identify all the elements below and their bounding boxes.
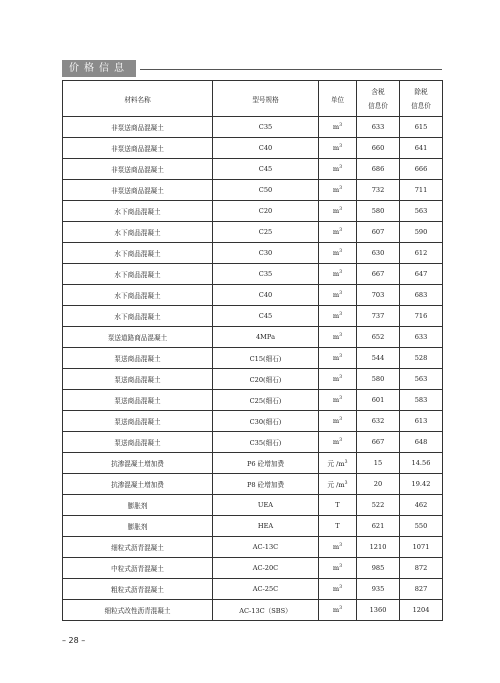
cell-unit [319, 264, 357, 285]
unit-exponent: 3 [339, 270, 343, 275]
table-row [63, 327, 443, 348]
cell-excl-tax: 716 [400, 306, 443, 327]
cell-incl-tax: 15 [357, 453, 400, 474]
col-header-excl-tax-line2: 信息价 [411, 101, 431, 110]
unit-base: m [332, 228, 340, 236]
table-row [63, 495, 443, 516]
cell-name: 泵送道路商品混凝土 [63, 327, 213, 348]
cell-name: 非泵送商品混凝土 [63, 159, 213, 180]
cell-unit [319, 558, 357, 579]
cell-excl-tax: 613 [400, 411, 443, 432]
cell-excl-tax: 647 [400, 264, 443, 285]
cell-incl-tax: 633 [357, 117, 400, 138]
cell-excl-tax: 563 [400, 201, 443, 222]
cell-incl-tax: 1360 [357, 600, 400, 621]
cell-unit [319, 369, 357, 390]
unit-base: m [332, 354, 340, 362]
cell-excl-tax: 648 [400, 432, 443, 453]
cell-spec: 4MPa [213, 327, 319, 348]
unit-exponent: 3 [339, 396, 343, 401]
cell-name: 细粒式沥青混凝土 [63, 537, 213, 558]
cell-incl-tax: 621 [357, 516, 400, 537]
cell-spec: C45 [213, 306, 319, 327]
table-row [63, 390, 443, 411]
cell-name: 水下商品混凝土 [63, 306, 213, 327]
cell-unit [319, 411, 357, 432]
table-row [63, 600, 443, 621]
cell-excl-tax: 1204 [400, 600, 443, 621]
header-rule [140, 69, 442, 70]
unit-exponent: 3 [339, 606, 343, 611]
cell-name: 粗粒式沥青混凝土 [63, 579, 213, 600]
unit-exponent: 3 [339, 354, 343, 359]
cell-unit [319, 117, 357, 138]
unit-base: m [332, 291, 340, 299]
cell-name: 膨胀剂 [63, 495, 213, 516]
cell-name: 泵送商品混凝土 [63, 348, 213, 369]
cell-incl-tax: 985 [357, 558, 400, 579]
col-header-name: 材料名称 [63, 81, 213, 117]
cell-incl-tax: 632 [357, 411, 400, 432]
cell-name: 水下商品混凝土 [63, 243, 213, 264]
cell-incl-tax: 607 [357, 222, 400, 243]
cell-spec: C20 [213, 201, 319, 222]
unit-exponent: 3 [339, 375, 343, 380]
table-row [63, 453, 443, 474]
col-header-unit: 单位 [319, 81, 357, 117]
cell-name: 中粒式沥青混凝土 [63, 558, 213, 579]
cell-incl-tax: 630 [357, 243, 400, 264]
cell-spec: C20(细石) [213, 369, 319, 390]
unit-exponent: 3 [339, 333, 343, 338]
unit-base: m [332, 186, 340, 194]
cell-unit [319, 138, 357, 159]
cell-excl-tax: 1071 [400, 537, 443, 558]
cell-unit [319, 243, 357, 264]
cell-incl-tax: 652 [357, 327, 400, 348]
unit-exponent: 3 [339, 438, 343, 443]
cell-unit [319, 222, 357, 243]
cell-excl-tax: 14.56 [400, 453, 443, 474]
cell-incl-tax: 667 [357, 432, 400, 453]
unit-exponent: 3 [339, 123, 343, 128]
cell-name: 泵送商品混凝土 [63, 411, 213, 432]
cell-incl-tax: 737 [357, 306, 400, 327]
cell-unit [319, 432, 357, 453]
col-header-incl-tax [357, 81, 400, 117]
cell-excl-tax: 563 [400, 369, 443, 390]
unit-exponent: 3 [339, 585, 343, 590]
cell-name: 膨胀剂 [63, 516, 213, 537]
cell-name: 水下商品混凝土 [63, 264, 213, 285]
cell-name: 水下商品混凝土 [63, 222, 213, 243]
cell-unit [319, 201, 357, 222]
cell-incl-tax: 667 [357, 264, 400, 285]
cell-excl-tax: 19.42 [400, 474, 443, 495]
cell-unit [319, 474, 357, 495]
cell-excl-tax: 827 [400, 579, 443, 600]
unit-base: m [332, 417, 340, 425]
cell-incl-tax: 686 [357, 159, 400, 180]
cell-excl-tax: 711 [400, 180, 443, 201]
cell-spec: AC-25C [213, 579, 319, 600]
cell-unit [319, 159, 357, 180]
cell-name: 抗渗混凝土增加费 [63, 453, 213, 474]
table-row [63, 432, 443, 453]
cell-excl-tax: 872 [400, 558, 443, 579]
col-header-incl-tax-line2: 信息价 [368, 101, 388, 110]
cell-excl-tax: 641 [400, 138, 443, 159]
cell-incl-tax: 660 [357, 138, 400, 159]
unit-exponent: 3 [344, 481, 348, 486]
table-row [63, 411, 443, 432]
cell-unit [319, 600, 357, 621]
unit-exponent: 3 [339, 564, 343, 569]
cell-unit [319, 579, 357, 600]
table-row [63, 138, 443, 159]
cell-spec: AC-13C [213, 537, 319, 558]
cell-name: 抗渗混凝土增加费 [63, 474, 213, 495]
cell-unit [319, 390, 357, 411]
unit-exponent: 3 [339, 144, 343, 149]
unit-exponent: 3 [339, 291, 343, 296]
table-row [63, 579, 443, 600]
unit-base: m [332, 249, 340, 257]
unit-base: m [332, 375, 340, 383]
table-row [63, 117, 443, 138]
unit-exponent: 3 [339, 186, 343, 191]
cell-unit [319, 285, 357, 306]
cell-incl-tax: 935 [357, 579, 400, 600]
table-row [63, 348, 443, 369]
cell-incl-tax: 544 [357, 348, 400, 369]
table-row [63, 222, 443, 243]
cell-name: 非泵送商品混凝土 [63, 117, 213, 138]
table-row [63, 243, 443, 264]
cell-incl-tax: 580 [357, 201, 400, 222]
table-row [63, 264, 443, 285]
cell-excl-tax: 633 [400, 327, 443, 348]
unit-base: m [332, 144, 340, 152]
col-header-excl-tax-line1: 除税 [414, 87, 428, 96]
unit-base: m [332, 333, 340, 341]
cell-name: 泵送商品混凝土 [63, 432, 213, 453]
cell-spec: C35 [213, 117, 319, 138]
cell-incl-tax: 1210 [357, 537, 400, 558]
cell-spec: C30(细石) [213, 411, 319, 432]
cell-excl-tax: 462 [400, 495, 443, 516]
unit-base: m [332, 312, 340, 320]
table-row [63, 306, 443, 327]
cell-name: 非泵送商品混凝土 [63, 138, 213, 159]
table-row [63, 159, 443, 180]
cell-incl-tax: 580 [357, 369, 400, 390]
table-row [63, 474, 443, 495]
unit-base: m [332, 543, 340, 551]
unit-base: m [332, 396, 340, 404]
unit-exponent: 3 [339, 417, 343, 422]
unit-base: m [332, 585, 340, 593]
table-row [63, 180, 443, 201]
section-title: 价格信息 [62, 60, 136, 77]
page-number: – 28 – [62, 636, 86, 645]
unit-base: m [332, 606, 340, 614]
cell-unit [319, 495, 357, 516]
cell-spec: P6 砼增加费 [213, 453, 319, 474]
table-row [63, 201, 443, 222]
unit-base: 元 /m [327, 460, 345, 468]
cell-name: 水下商品混凝土 [63, 201, 213, 222]
cell-excl-tax: 683 [400, 285, 443, 306]
unit-exponent: 3 [339, 312, 343, 317]
col-header-spec: 型号规格 [213, 81, 319, 117]
unit-base: m [332, 564, 340, 572]
cell-name: 泵送商品混凝土 [63, 390, 213, 411]
unit-base: m [332, 123, 340, 131]
cell-spec: C40 [213, 285, 319, 306]
cell-excl-tax: 666 [400, 159, 443, 180]
cell-incl-tax: 703 [357, 285, 400, 306]
unit-base: T [335, 522, 340, 530]
unit-base: m [332, 165, 340, 173]
section-header [62, 60, 442, 80]
unit-base: m [332, 270, 340, 278]
unit-exponent: 3 [339, 207, 343, 212]
table-header-row [63, 81, 443, 117]
cell-incl-tax: 522 [357, 495, 400, 516]
cell-spec: AC-13C（SBS） [213, 600, 319, 621]
table-row [63, 558, 443, 579]
table-row [63, 516, 443, 537]
table-row [63, 537, 443, 558]
cell-name: 细粒式改性沥青混凝土 [63, 600, 213, 621]
cell-excl-tax: 528 [400, 348, 443, 369]
cell-spec: C35(细石) [213, 432, 319, 453]
cell-incl-tax: 601 [357, 390, 400, 411]
cell-spec: HEA [213, 516, 319, 537]
cell-incl-tax: 20 [357, 474, 400, 495]
cell-spec: C45 [213, 159, 319, 180]
table-row [63, 369, 443, 390]
price-table [62, 80, 443, 621]
unit-base: 元 /m [327, 481, 345, 489]
unit-exponent: 3 [339, 165, 343, 170]
cell-spec: P8 砼增加费 [213, 474, 319, 495]
table-row [63, 285, 443, 306]
cell-spec: C25 [213, 222, 319, 243]
col-header-incl-tax-line1: 含税 [371, 87, 385, 96]
cell-spec: AC-20C [213, 558, 319, 579]
unit-base: T [335, 501, 340, 509]
unit-exponent: 3 [339, 543, 343, 548]
unit-base: m [332, 207, 340, 215]
cell-unit [319, 537, 357, 558]
cell-incl-tax: 732 [357, 180, 400, 201]
price-table-container [62, 80, 442, 621]
cell-unit [319, 180, 357, 201]
cell-excl-tax: 550 [400, 516, 443, 537]
cell-excl-tax: 583 [400, 390, 443, 411]
cell-spec: C15(细石) [213, 348, 319, 369]
cell-spec: C30 [213, 243, 319, 264]
unit-exponent: 3 [344, 460, 348, 465]
cell-unit [319, 453, 357, 474]
cell-spec: UEA [213, 495, 319, 516]
cell-name: 非泵送商品混凝土 [63, 180, 213, 201]
cell-spec: C40 [213, 138, 319, 159]
unit-exponent: 3 [339, 228, 343, 233]
unit-base: m [332, 438, 340, 446]
cell-excl-tax: 615 [400, 117, 443, 138]
cell-spec: C25(细石) [213, 390, 319, 411]
cell-unit [319, 348, 357, 369]
cell-excl-tax: 590 [400, 222, 443, 243]
col-header-excl-tax [400, 81, 443, 117]
unit-exponent: 3 [339, 249, 343, 254]
cell-spec: C50 [213, 180, 319, 201]
cell-excl-tax: 612 [400, 243, 443, 264]
cell-unit [319, 327, 357, 348]
table-body [63, 117, 443, 621]
cell-spec: C35 [213, 264, 319, 285]
cell-unit [319, 516, 357, 537]
cell-unit [319, 306, 357, 327]
cell-name: 泵送商品混凝土 [63, 369, 213, 390]
cell-name: 水下商品混凝土 [63, 285, 213, 306]
